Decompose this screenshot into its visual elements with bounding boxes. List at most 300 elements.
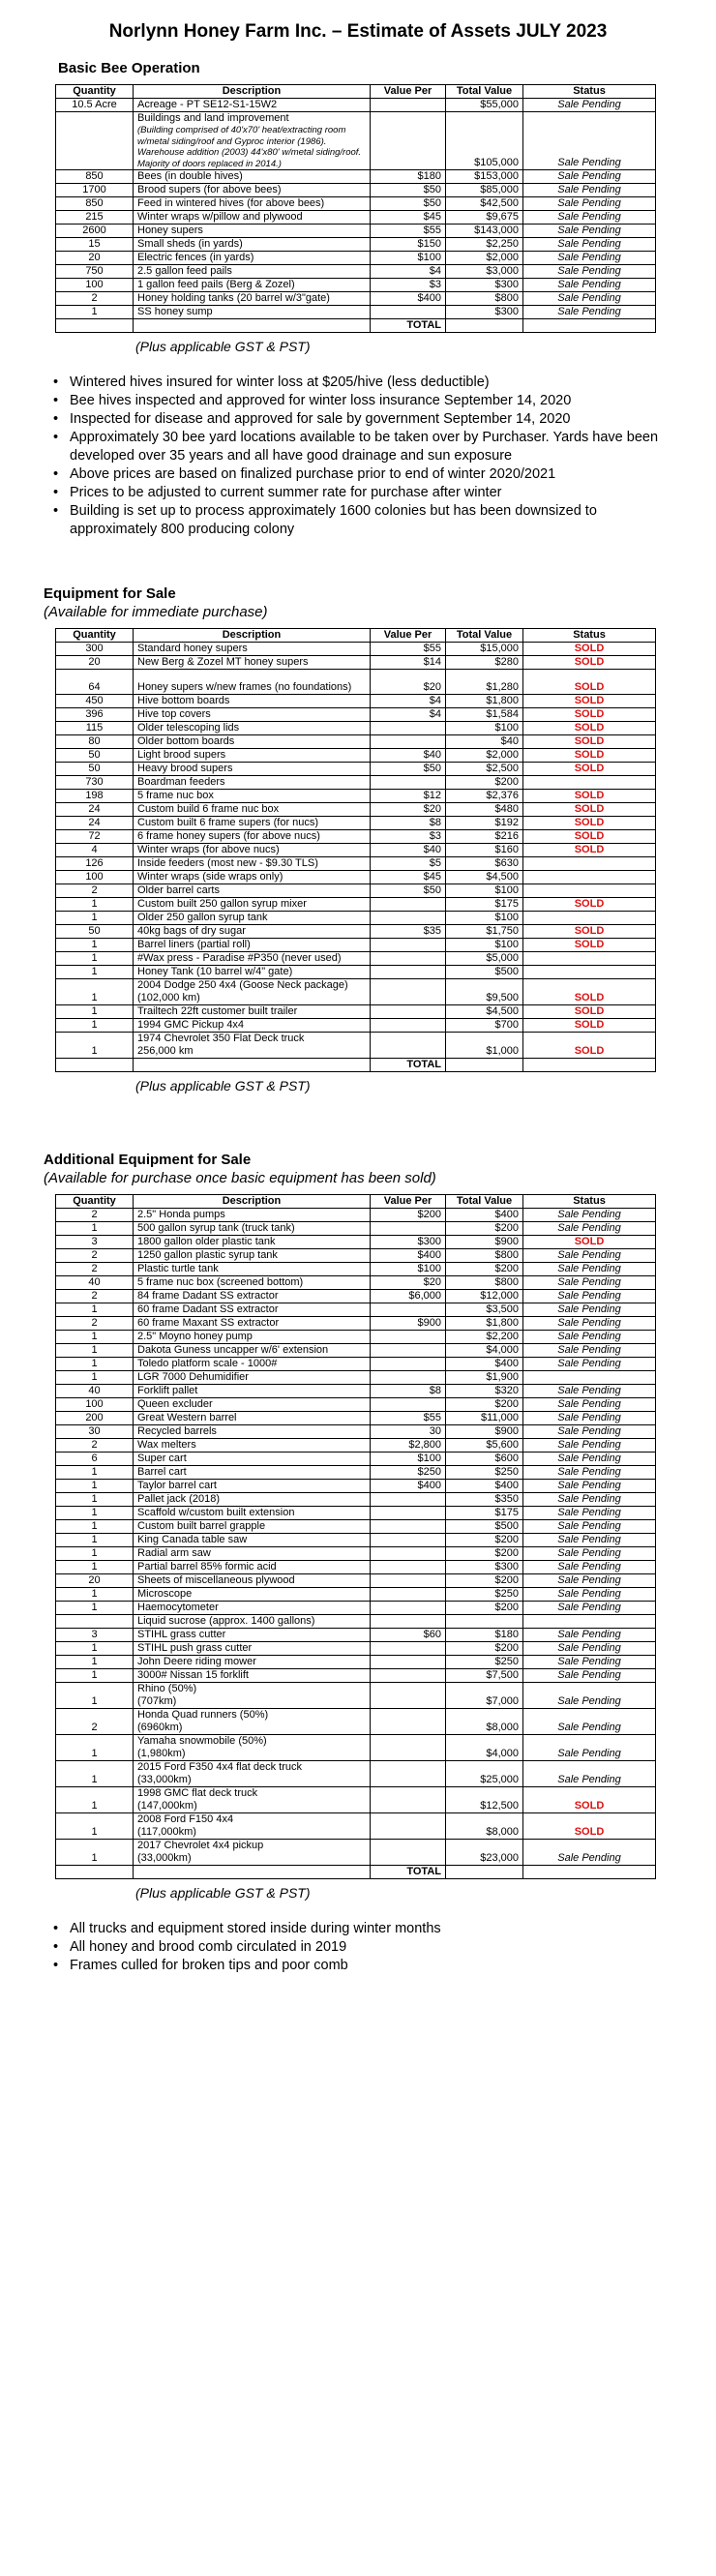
total-value-cell: $200 (446, 1602, 523, 1615)
table-row (56, 1493, 656, 1507)
status-cell: Sale Pending (523, 1412, 656, 1425)
value-per-cell (371, 1813, 446, 1840)
description-cell (134, 1249, 371, 1263)
value-per-cell (371, 1561, 446, 1574)
table-row (56, 670, 656, 695)
status-cell (523, 952, 656, 966)
description-cell (134, 857, 371, 871)
description-cell (134, 939, 371, 952)
description-text: Recycled barrels (137, 1425, 217, 1437)
value-per-cell (371, 99, 446, 112)
quantity-cell: 50 (56, 749, 134, 763)
description-cell (134, 197, 371, 211)
total-value-cell (446, 1866, 523, 1879)
additional-heading: Additional Equipment for Sale (44, 1152, 252, 1168)
status-cell: Sale Pending (523, 170, 656, 184)
total-value-cell: $700 (446, 1019, 523, 1033)
status-cell: Sale Pending (523, 1629, 656, 1642)
value-per-cell: $50 (371, 763, 446, 776)
value-per-cell: $5 (371, 857, 446, 871)
table-row (56, 170, 656, 184)
bullet-item: • All trucks and equipment stored inside during winter months (0, 1920, 716, 1938)
quantity-cell: 1 (56, 1735, 134, 1761)
description-text: Forklift pallet (137, 1385, 198, 1396)
description-cell (134, 790, 371, 803)
description-text: 1998 GMC flat deck truck (137, 1787, 258, 1799)
table-row (56, 695, 656, 708)
value-per-cell (371, 735, 446, 749)
total-value-cell: $200 (446, 1574, 523, 1588)
quantity-cell: 2 (56, 1709, 134, 1735)
quantity-cell: 2 (56, 1209, 134, 1222)
quantity-cell: 396 (56, 708, 134, 722)
bullet-item: • Above prices are based on finalized purchase prior to end of winter 2020/2021 (0, 465, 716, 484)
description-text: 2.5 gallon feed pails (137, 265, 232, 277)
total-value-cell: $1,800 (446, 1317, 523, 1331)
total-value-cell: $200 (446, 1642, 523, 1656)
description-cell (134, 898, 371, 912)
description-detail: (6960km) (137, 1722, 183, 1733)
description-text: Plastic turtle tank (137, 1263, 219, 1274)
description-text: Hive bottom boards (137, 695, 230, 706)
status-cell: Sale Pending (523, 1588, 656, 1602)
total-value-cell: $100 (446, 884, 523, 898)
table-row (56, 830, 656, 844)
description-text: Older 250 gallon syrup tank (137, 912, 268, 923)
value-per-cell: $8 (371, 1385, 446, 1398)
total-value-cell: $8,000 (446, 1813, 523, 1840)
status-cell: Sale Pending (523, 1840, 656, 1866)
value-per-cell (371, 722, 446, 735)
description-cell (134, 979, 371, 1005)
status-cell: SOLD (523, 898, 656, 912)
table-row (56, 776, 656, 790)
quantity-cell: 1 (56, 1669, 134, 1683)
table-row (56, 722, 656, 735)
table-row (56, 708, 656, 722)
description-text: 60 frame Maxant SS extractor (137, 1317, 280, 1329)
description-cell (134, 844, 371, 857)
quantity-cell: 215 (56, 211, 134, 225)
table-row (56, 112, 656, 170)
quantity-cell: 1 (56, 898, 134, 912)
description-text: Standard honey supers (137, 643, 248, 654)
value-per-cell (371, 966, 446, 979)
quantity-cell: 1 (56, 1547, 134, 1561)
value-per-cell: $180 (371, 170, 446, 184)
value-per-cell (371, 1669, 446, 1683)
quantity-cell: 2 (56, 884, 134, 898)
total-value-cell: $4,000 (446, 1344, 523, 1358)
quantity-cell: 40 (56, 1276, 134, 1290)
table-row (56, 1453, 656, 1466)
status-cell: SOLD (523, 1033, 656, 1059)
total-value-cell: $2,000 (446, 252, 523, 265)
description-cell (134, 1290, 371, 1303)
status-cell: Sale Pending (523, 1425, 656, 1439)
description-text: Super cart (137, 1453, 187, 1464)
description-cell (134, 817, 371, 830)
total-value-cell: $1,750 (446, 925, 523, 939)
total-value-cell: $200 (446, 1534, 523, 1547)
description-text: Electric fences (in yards) (137, 252, 254, 263)
description-text: Barrel cart (137, 1466, 187, 1478)
col-quantity-header: Quantity (56, 85, 134, 99)
quantity-cell: 200 (56, 1412, 134, 1425)
description-text: 2017 Chevrolet 4x4 pickup (137, 1840, 264, 1851)
status-cell: Sale Pending (523, 1222, 656, 1236)
total-value-cell: $1,800 (446, 695, 523, 708)
total-value-cell: $200 (446, 1222, 523, 1236)
description-text: 84 frame Dadant SS extractor (137, 1290, 279, 1302)
status-cell: Sale Pending (523, 1656, 656, 1669)
total-value-cell: $400 (446, 1209, 523, 1222)
description-text: Acreage - PT SE12-S1-15W2 (137, 99, 278, 110)
value-per-cell: $50 (371, 884, 446, 898)
equipment-table (55, 628, 656, 1072)
total-value-cell: $300 (446, 1561, 523, 1574)
quantity-cell: 1 (56, 1683, 134, 1709)
total-value-cell: $1,900 (446, 1371, 523, 1385)
value-per-cell: $14 (371, 656, 446, 670)
status-cell: SOLD (523, 749, 656, 763)
table-row (56, 898, 656, 912)
description-text: Radial arm saw (137, 1547, 211, 1559)
status-cell: SOLD (523, 643, 656, 656)
status-cell: Sale Pending (523, 265, 656, 279)
total-value-cell: $7,000 (446, 1683, 523, 1709)
col-value-per-header: Value Per (371, 1195, 446, 1209)
total-value-cell: $4,500 (446, 871, 523, 884)
total-value-cell: $180 (446, 1629, 523, 1642)
quantity-cell: 1700 (56, 184, 134, 197)
description-text: Taylor barrel cart (137, 1480, 217, 1491)
status-cell: Sale Pending (523, 1709, 656, 1735)
description-cell (134, 1656, 371, 1669)
status-cell: SOLD (523, 1005, 656, 1019)
quantity-cell: 1 (56, 1005, 134, 1019)
table-header-row (56, 85, 656, 99)
total-value-cell: $200 (446, 1398, 523, 1412)
description-cell (134, 1507, 371, 1520)
additional-bullets (0, 1920, 716, 1975)
status-cell: Sale Pending (523, 1276, 656, 1290)
description-text: Haemocytometer (137, 1602, 219, 1613)
total-value-cell: $5,000 (446, 952, 523, 966)
description-text: 2.5" Moyno honey pump (137, 1331, 253, 1342)
description-cell (134, 1398, 371, 1412)
description-text: Older barrel carts (137, 884, 220, 896)
description-detail: (102,000 km) (137, 992, 200, 1003)
table-row (56, 884, 656, 898)
quantity-cell: 1 (56, 1656, 134, 1669)
quantity-cell (56, 112, 134, 170)
table-row (56, 1466, 656, 1480)
basic-heading: Basic Bee Operation (58, 60, 200, 76)
description-text: 3000# Nissan 15 forklift (137, 1669, 249, 1681)
quantity-cell: 50 (56, 763, 134, 776)
table-row (56, 763, 656, 776)
total-value-cell: $12,500 (446, 1787, 523, 1813)
value-per-cell (371, 979, 446, 1005)
quantity-cell: 2 (56, 1317, 134, 1331)
value-per-cell (371, 1574, 446, 1588)
description-text: 2004 Dodge 250 4x4 (Goose Neck package) (137, 979, 348, 991)
total-value-cell (446, 1059, 523, 1072)
description-text: Inside feeders (most new - $9.30 TLS) (137, 857, 318, 869)
status-cell: Sale Pending (523, 1453, 656, 1466)
quantity-cell: 730 (56, 776, 134, 790)
quantity-cell: 1 (56, 1787, 134, 1813)
status-cell (523, 966, 656, 979)
description-cell (134, 170, 371, 184)
table-row (56, 238, 656, 252)
description-cell (134, 1642, 371, 1656)
total-label: TOTAL (371, 1059, 446, 1072)
description-cell (134, 112, 371, 170)
description-text: 2008 Ford F150 4x4 (137, 1813, 234, 1825)
description-cell (134, 292, 371, 306)
quantity-cell: 10.5 Acre (56, 99, 134, 112)
description-cell (134, 670, 371, 695)
description-cell (134, 656, 371, 670)
description-cell (134, 1669, 371, 1683)
description-cell (134, 211, 371, 225)
value-per-cell: $900 (371, 1317, 446, 1331)
status-cell (523, 912, 656, 925)
description-text: 1250 gallon plastic syrup tank (137, 1249, 278, 1261)
value-per-cell (371, 1547, 446, 1561)
additional-subheading: (Available for purchase once basic equipment has been sold) (44, 1170, 436, 1186)
value-per-cell (371, 1683, 446, 1709)
quantity-cell: 64 (56, 670, 134, 695)
description-text: Heavy brood supers (137, 763, 233, 774)
col-value-per-header: Value Per (371, 85, 446, 99)
description-text: STIHL push grass cutter (137, 1642, 253, 1654)
table-row (56, 817, 656, 830)
status-cell: Sale Pending (523, 306, 656, 319)
quantity-cell: 20 (56, 1574, 134, 1588)
status-cell: Sale Pending (523, 112, 656, 170)
status-cell: SOLD (523, 925, 656, 939)
value-per-cell: $6,000 (371, 1290, 446, 1303)
status-cell (523, 1371, 656, 1385)
total-value-cell: $630 (446, 857, 523, 871)
quantity-cell: 1 (56, 1534, 134, 1547)
total-value-cell: $7,500 (446, 1669, 523, 1683)
description-text: Feed in wintered hives (for above bees) (137, 197, 325, 209)
description-text: 1800 gallon older plastic tank (137, 1236, 276, 1247)
description-cell (134, 1019, 371, 1033)
total-value-cell (446, 319, 523, 333)
value-per-cell: $50 (371, 184, 446, 197)
total-row (56, 319, 656, 333)
table-row (56, 1813, 656, 1840)
description-text: Trailtech 22ft customer built trailer (137, 1005, 298, 1017)
empty-cell (56, 1059, 134, 1072)
total-value-cell: $3,500 (446, 1303, 523, 1317)
table-row (56, 1303, 656, 1317)
quantity-cell: 300 (56, 643, 134, 656)
description-text: Honey holding tanks (20 barrel w/3"gate) (137, 292, 330, 304)
status-cell: Sale Pending (523, 1303, 656, 1317)
equipment-subheading: (Available for immediate purchase) (44, 604, 268, 620)
description-detail: (117,000km) (137, 1826, 196, 1838)
description-cell (134, 925, 371, 939)
value-per-cell (371, 1507, 446, 1520)
description-text: 5 frame nuc box (137, 790, 214, 801)
description-text: King Canada table saw (137, 1534, 248, 1545)
basic-tax-note: (Plus applicable GST & PST) (135, 339, 311, 354)
description-text: Small sheds (in yards) (137, 238, 243, 250)
quantity-cell: 126 (56, 857, 134, 871)
table-row (56, 1005, 656, 1019)
description-cell (134, 952, 371, 966)
quantity-cell: 1 (56, 306, 134, 319)
quantity-cell: 3 (56, 1629, 134, 1642)
value-per-cell: $55 (371, 225, 446, 238)
total-value-cell: $300 (446, 279, 523, 292)
description-text: 500 gallon syrup tank (truck tank) (137, 1222, 295, 1234)
empty-cell (523, 1059, 656, 1072)
table-row (56, 1412, 656, 1425)
description-text: Dakota Guness uncapper w/6' extension (137, 1344, 329, 1356)
quantity-cell: 1 (56, 1019, 134, 1033)
description-note: (Building comprised of 40'x70' heat/extracting room w/metal siding/roof and Gyproc interior (1986). Warehouse addition (2003) 44'x80' w/metal siding/roof. Majority of doors replaced in 2014.) (137, 125, 362, 169)
description-text: 2015 Ford F350 4x4 flat deck truck (137, 1761, 302, 1773)
table-row (56, 225, 656, 238)
status-cell: Sale Pending (523, 1507, 656, 1520)
description-cell (134, 1480, 371, 1493)
description-cell (134, 1629, 371, 1642)
status-cell: Sale Pending (523, 1317, 656, 1331)
description-text: Pallet jack (2018) (137, 1493, 220, 1505)
description-cell (134, 1371, 371, 1385)
total-value-cell: $2,376 (446, 790, 523, 803)
description-text: 40kg bags of dry sugar (137, 925, 246, 937)
value-per-cell (371, 1222, 446, 1236)
description-cell (134, 184, 371, 197)
description-cell (134, 803, 371, 817)
status-cell: Sale Pending (523, 1344, 656, 1358)
table-row (56, 99, 656, 112)
description-cell (134, 1439, 371, 1453)
description-text: Hive top covers (137, 708, 211, 720)
value-per-cell: $35 (371, 925, 446, 939)
total-value-cell: $160 (446, 844, 523, 857)
description-cell (134, 1425, 371, 1439)
description-detail: 256,000 km (137, 1045, 194, 1057)
total-value-cell: $200 (446, 776, 523, 790)
col-status-header: Status (523, 629, 656, 643)
value-per-cell (371, 1344, 446, 1358)
quantity-cell: 80 (56, 735, 134, 749)
description-cell (134, 1534, 371, 1547)
description-cell (134, 1813, 371, 1840)
table-row (56, 643, 656, 656)
value-per-cell (371, 1371, 446, 1385)
table-row (56, 1290, 656, 1303)
table-row (56, 211, 656, 225)
quantity-cell: 15 (56, 238, 134, 252)
description-text: Bees (in double hives) (137, 170, 243, 182)
total-value-cell: $2,250 (446, 238, 523, 252)
basic-table (55, 84, 656, 333)
total-value-cell: $1,584 (446, 708, 523, 722)
empty-cell (523, 1866, 656, 1879)
value-per-cell: $8 (371, 817, 446, 830)
total-value-cell: $12,000 (446, 1290, 523, 1303)
value-per-cell: $4 (371, 265, 446, 279)
description-cell (134, 306, 371, 319)
description-cell (134, 1385, 371, 1398)
description-text: 1994 GMC Pickup 4x4 (137, 1019, 245, 1031)
value-per-cell (371, 1358, 446, 1371)
total-value-cell: $280 (446, 656, 523, 670)
description-cell (134, 1303, 371, 1317)
description-cell (134, 735, 371, 749)
description-cell (134, 763, 371, 776)
table-row (56, 1588, 656, 1602)
description-text: Honey Tank (10 barrel w/4" gate) (137, 966, 293, 977)
bullet-item: • Approximately 30 bee yard locations available to be taken over by Purchaser. Yards have been developed over 35 years and all have good drainage and sun exposure (0, 429, 716, 465)
value-per-cell (371, 1735, 446, 1761)
total-value-cell: $9,500 (446, 979, 523, 1005)
status-cell: SOLD (523, 844, 656, 857)
total-value-cell: $153,000 (446, 170, 523, 184)
bullet-item: • Building is set up to process approximately 1600 colonies but has been downsized to approximately 800 producing colony (0, 502, 716, 539)
description-text: Rhino (50%) (137, 1683, 197, 1694)
description-cell (134, 1331, 371, 1344)
quantity-cell: 1 (56, 1222, 134, 1236)
equipment-heading: Equipment for Sale (44, 585, 176, 602)
status-cell: SOLD (523, 695, 656, 708)
quantity-cell: 40 (56, 1385, 134, 1398)
description-cell (134, 1209, 371, 1222)
quantity-cell: 1 (56, 1588, 134, 1602)
value-per-cell: $50 (371, 197, 446, 211)
status-cell: Sale Pending (523, 1561, 656, 1574)
value-per-cell: $12 (371, 790, 446, 803)
table-row (56, 966, 656, 979)
table-row (56, 735, 656, 749)
value-per-cell (371, 1331, 446, 1344)
status-cell: SOLD (523, 763, 656, 776)
status-cell: Sale Pending (523, 1398, 656, 1412)
quantity-cell: 2 (56, 292, 134, 306)
value-per-cell (371, 1534, 446, 1547)
description-text: SS honey sump (137, 306, 213, 317)
value-per-cell (371, 1520, 446, 1534)
col-description-header: Description (134, 1195, 371, 1209)
quantity-cell: 1 (56, 939, 134, 952)
description-cell (134, 722, 371, 735)
empty-cell (134, 1866, 371, 1879)
value-per-cell (371, 1709, 446, 1735)
table-row (56, 1249, 656, 1263)
quantity-cell: 1 (56, 1520, 134, 1534)
quantity-cell: 2 (56, 1290, 134, 1303)
col-total-value-header: Total Value (446, 629, 523, 643)
status-cell: Sale Pending (523, 1547, 656, 1561)
description-text: Boardman feeders (137, 776, 225, 788)
value-per-cell (371, 1033, 446, 1059)
status-cell: Sale Pending (523, 238, 656, 252)
value-per-cell (371, 1787, 446, 1813)
value-per-cell: $3 (371, 830, 446, 844)
total-value-cell: $23,000 (446, 1840, 523, 1866)
description-cell (134, 1683, 371, 1709)
